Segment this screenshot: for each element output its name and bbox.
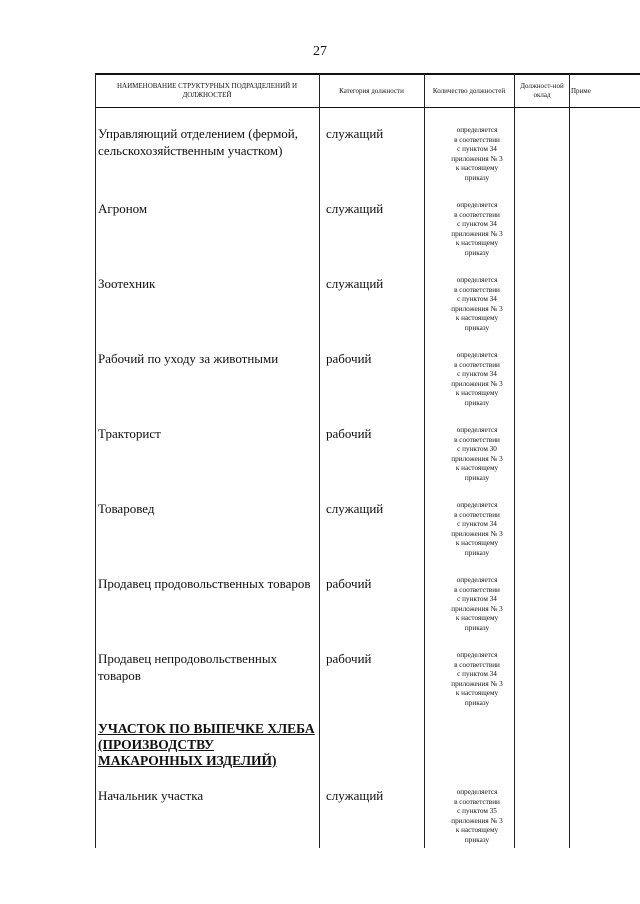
quantity-line: определяется: [456, 788, 498, 796]
quantity-line: приказу: [464, 623, 490, 632]
quantity-line: с пунктом 35: [457, 807, 497, 816]
quantity-line: в соответствии: [454, 797, 500, 806]
position-name: Агроном: [98, 201, 148, 216]
quantity-line: приказу: [464, 248, 490, 257]
position-name: Товаровед: [98, 501, 155, 516]
header-quantity: Количество должностей: [432, 86, 506, 95]
quantity-line: определяется: [456, 501, 498, 509]
quantity-line: в соответствии: [454, 285, 500, 294]
header-category: Категория должности: [339, 86, 404, 95]
position-category: служащий: [326, 276, 384, 291]
quantity-line: к настоящему: [455, 164, 499, 173]
quantity-line: определяется: [456, 351, 498, 359]
quantity-line: определяется: [456, 426, 498, 434]
staff-table: [95, 73, 640, 848]
quantity-line: приложения № 3: [451, 454, 503, 463]
section-title: УЧАСТОК ПО ВЫПЕЧКЕ ХЛЕБА (ПРОИЗВОДСТВУ МАКАРОННЫХ ИЗДЕЛИЙ): [98, 721, 315, 768]
quantity-line: с пунктом 34: [457, 295, 497, 304]
header-salary: Должност-ной оклад: [520, 82, 564, 99]
position-category: рабочий: [326, 351, 372, 366]
position-name: Продавец продовольственных товаров: [98, 576, 311, 591]
quantity-line: в соответствии: [454, 510, 500, 519]
quantity-line: к настоящему: [455, 314, 499, 323]
column-divider: [319, 73, 320, 848]
position-quantity: [431, 276, 523, 334]
quantity-line: определяется: [456, 126, 498, 134]
quantity-line: приложения № 3: [451, 816, 503, 825]
quantity-line: определяется: [456, 651, 498, 659]
header-note: Приме: [571, 86, 591, 95]
quantity-line: в соответствии: [454, 585, 500, 594]
position-name: Продавец непродовольственных товаров: [98, 651, 278, 683]
position-category: рабочий: [326, 651, 372, 666]
position-quantity: [431, 426, 523, 484]
quantity-line: приложения № 3: [451, 379, 503, 388]
quantity-line: с пунктом 34: [457, 670, 497, 679]
quantity-line: с пунктом 34: [457, 595, 497, 604]
position-category: служащий: [326, 201, 384, 216]
quantity-line: с пунктом 34: [457, 520, 497, 529]
quantity-line: с пунктом 34: [457, 220, 497, 229]
position-category: служащий: [326, 126, 384, 141]
quantity-line: приложения № 3: [451, 154, 503, 163]
quantity-line: в соответствии: [454, 360, 500, 369]
quantity-line: определяется: [456, 576, 498, 584]
position-quantity: [431, 576, 523, 634]
position-name: Рабочий по уходу за животными: [98, 351, 279, 366]
position-quantity: [431, 501, 523, 559]
page-number: 27: [313, 44, 327, 59]
position-name: Управляющий отделением (фермой, сельскохозяйственным участком): [98, 126, 299, 158]
quantity-line: приказу: [464, 323, 490, 332]
quantity-line: приказу: [464, 398, 490, 407]
header-bottom-rule: [95, 107, 640, 108]
quantity-line: в соответствии: [454, 210, 500, 219]
quantity-line: в соответствии: [454, 660, 500, 669]
quantity-line: приказу: [464, 698, 490, 707]
column-divider: [424, 73, 425, 848]
quantity-line: приложения № 3: [451, 604, 503, 613]
quantity-line: к настоящему: [455, 826, 499, 835]
position-quantity: [431, 788, 523, 846]
quantity-line: приложения № 3: [451, 229, 503, 238]
column-divider: [569, 73, 570, 848]
quantity-line: в соответствии: [454, 135, 500, 144]
position-name: Начальник участка: [98, 788, 204, 803]
position-category: рабочий: [326, 576, 372, 591]
header-name: НАИМЕНОВАНИЕ СТРУКТУРНЫХ ПОДРАЗДЕЛЕНИЙ И ДОЛЖНОСТЕЙ: [116, 82, 298, 99]
quantity-line: определяется: [456, 201, 498, 209]
position-quantity: [431, 126, 523, 184]
position-name: Тракторист: [98, 426, 161, 441]
quantity-line: к настоящему: [455, 689, 499, 698]
quantity-line: приложения № 3: [451, 679, 503, 688]
quantity-line: приказу: [464, 835, 490, 844]
position-category: служащий: [326, 501, 384, 516]
quantity-line: с пунктом 30: [457, 445, 497, 454]
position-quantity: [431, 351, 523, 409]
position-category: рабочий: [326, 426, 372, 441]
quantity-line: в соответствии: [454, 435, 500, 444]
position-name: Зоотехник: [98, 276, 156, 291]
quantity-line: определяется: [456, 276, 498, 284]
quantity-line: к настоящему: [455, 614, 499, 623]
quantity-line: к настоящему: [455, 539, 499, 548]
quantity-line: приложения № 3: [451, 304, 503, 313]
quantity-line: с пунктом 34: [457, 370, 497, 379]
position-quantity: [431, 201, 523, 259]
position-category: служащий: [326, 788, 384, 803]
quantity-line: к настоящему: [455, 239, 499, 248]
quantity-line: к настоящему: [455, 389, 499, 398]
quantity-line: к настоящему: [455, 464, 499, 473]
quantity-line: приложения № 3: [451, 529, 503, 538]
position-quantity: [431, 651, 523, 709]
quantity-line: приказу: [464, 473, 490, 482]
quantity-line: приказу: [464, 173, 490, 182]
quantity-line: с пунктом 34: [457, 145, 497, 154]
quantity-line: приказу: [464, 548, 490, 557]
column-divider: [95, 73, 96, 848]
